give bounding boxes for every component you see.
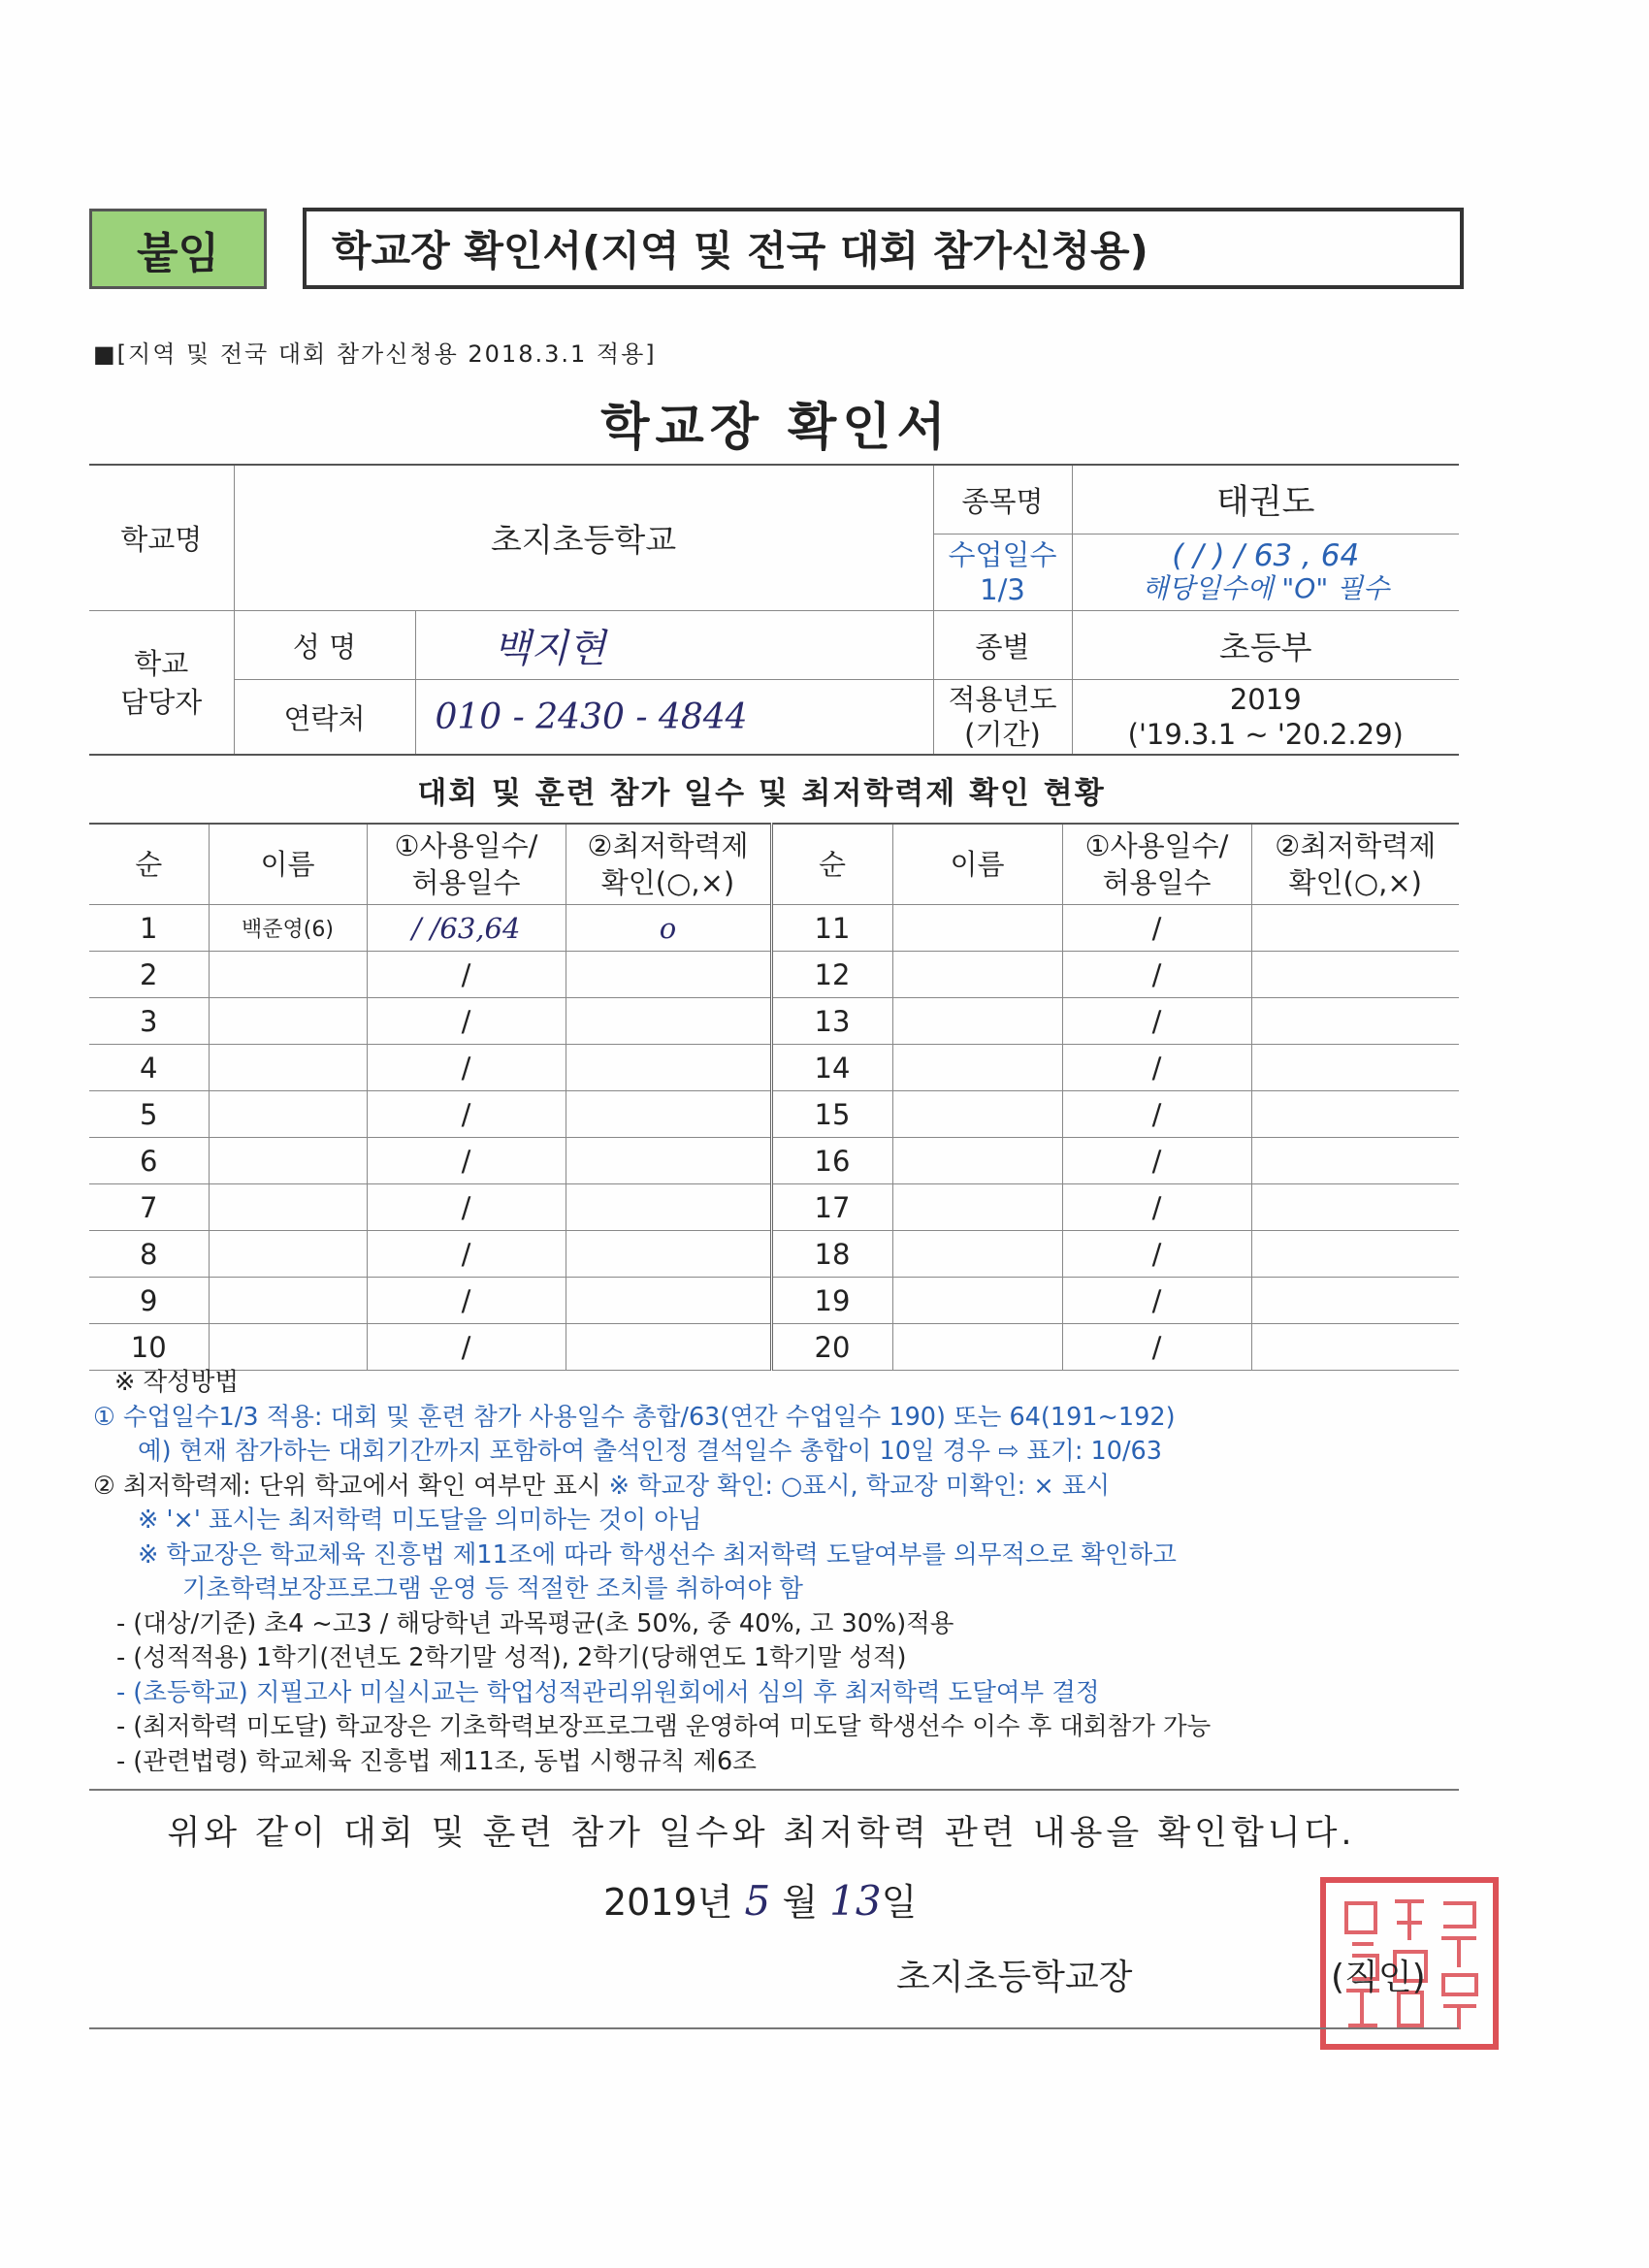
year-label-line1: 적용년도: [948, 683, 1057, 716]
table-row: [89, 998, 1459, 1045]
year-value: [1072, 680, 1459, 756]
divider-bottom: [89, 2027, 1459, 2029]
confirmation-text: 위와 같이 대회 및 훈련 참가 일수와 최저학력 관련 내용을 확인합니다.: [167, 1814, 1356, 1853]
year-value-text: 2019: [1229, 683, 1302, 716]
row-name: [209, 1324, 367, 1371]
info-table: [89, 464, 1459, 756]
row-check: o: [566, 905, 771, 952]
header-days: [1062, 824, 1251, 905]
header-check-line2: 확인(○,×): [1288, 866, 1422, 899]
contact-label: 연락처: [234, 680, 415, 756]
row-days: /: [1062, 1278, 1251, 1324]
row-name: [209, 1278, 367, 1324]
contact-value-handwritten: 010 - 2430 - 4844: [415, 680, 933, 756]
note-2: [93, 1470, 1471, 1505]
header-check-line1: ②최저학력제: [1275, 829, 1437, 862]
header-name: 이름: [209, 824, 367, 905]
note-7: - (초등학교) 지필고사 미실시교는 학업성적관리위원회에서 심의 후 최저학력 도달여부 결정: [116, 1677, 1100, 1707]
header-check: [566, 824, 771, 905]
days-label-line2: 1/3: [980, 573, 1025, 606]
table-row: [89, 1091, 1459, 1138]
row-no: 9: [89, 1278, 209, 1324]
row-check: [1251, 1324, 1459, 1371]
row-days: /: [367, 1091, 566, 1138]
row-name: [892, 1184, 1062, 1231]
row-days: /: [1062, 1184, 1251, 1231]
row-check: [566, 1138, 771, 1184]
row-name: [209, 1231, 367, 1278]
row-no: 10: [89, 1324, 209, 1371]
table-row: [89, 905, 1459, 952]
row-no: 2: [89, 952, 209, 998]
table-header-row: [89, 824, 1459, 905]
row-name: [892, 952, 1062, 998]
row-no: 4: [89, 1045, 209, 1091]
manager-label-line2: 담당자: [120, 685, 203, 719]
row-check: [566, 1278, 771, 1324]
principal-name: 초지초등학교장: [896, 1958, 1133, 1997]
header-title-box: 학교장 확인서(지역 및 전국 대회 참가신청용): [303, 208, 1464, 289]
row-check: [1251, 998, 1459, 1045]
header-days-line2: 허용일수: [411, 866, 521, 899]
row-days: /: [367, 1138, 566, 1184]
row-no: 13: [771, 998, 892, 1045]
row-no: 5: [89, 1091, 209, 1138]
row-check: [1251, 1184, 1459, 1231]
note-6: - (성적적용) 1학기(전년도 2학기말 성적), 2학기(당해연도 1학기말 성적): [116, 1643, 907, 1672]
table-row: [89, 1138, 1459, 1184]
row-check: [1251, 1138, 1459, 1184]
note-9: - (관련법령) 학교체육 진흥법 제11조, 동법 시행규칙 제6조: [116, 1746, 757, 1776]
note-1b: 예) 현재 참가하는 대회기간까지 포함하여 출석인정 결석일수 총합이 10일 경우 ⇨ 표기: 10/63: [138, 1437, 1162, 1466]
row-days: /: [1062, 1324, 1251, 1371]
row-check: [1251, 1045, 1459, 1091]
table-row: [89, 952, 1459, 998]
attachment-badge: 붙임: [89, 209, 267, 289]
header-days-line1: ①사용일수/: [394, 829, 538, 862]
school-value: 초지초등학교: [234, 465, 933, 611]
row-name: [892, 1278, 1062, 1324]
year-label-line2: (기간): [964, 718, 1041, 751]
date-line: [603, 1872, 917, 1926]
notes-heading: ※ 작성방법: [114, 1368, 240, 1397]
name-value-handwritten: 백지현: [415, 611, 933, 680]
days-value: [1072, 535, 1459, 611]
header-days-line1: ①사용일수/: [1084, 829, 1229, 862]
row-check: [566, 1184, 771, 1231]
note-8: - (최저학력 미도달) 학교장은 기초학력보장프로그램 운영하여 미도달 학생선수 이수 후 대회참가 가능: [116, 1712, 1212, 1741]
row-no: 8: [89, 1231, 209, 1278]
row-no: 17: [771, 1184, 892, 1231]
row-no: 1: [89, 905, 209, 952]
header-no: 순: [89, 824, 209, 905]
table-row: [89, 1184, 1459, 1231]
table-row: [89, 1278, 1459, 1324]
row-check: [1251, 952, 1459, 998]
header-check: [1251, 824, 1459, 905]
row-check: [566, 1045, 771, 1091]
date-month-handwritten: 5: [744, 1877, 771, 1925]
row-days: /: [367, 1278, 566, 1324]
row-no: 16: [771, 1138, 892, 1184]
name-label: 성 명: [234, 611, 415, 680]
table-row: [89, 1231, 1459, 1278]
event-value: 태권도: [1072, 465, 1459, 535]
row-name: [209, 1091, 367, 1138]
table-row: [89, 1045, 1459, 1091]
row-no: 15: [771, 1091, 892, 1138]
document-title: 학교장 확인서: [600, 399, 952, 457]
row-no: 7: [89, 1184, 209, 1231]
note-5: - (대상/기준) 초4 ~고3 / 해당학년 과목평균(초 50%, 중 40%, 고 30%)적용: [116, 1608, 954, 1638]
category-label: 종별: [933, 611, 1072, 680]
applied-note: ■[지역 및 전국 대회 참가신청용 2018.3.1 적용]: [93, 340, 657, 368]
row-days: /: [1062, 952, 1251, 998]
row-days: /: [367, 1324, 566, 1371]
row-days: /: [1062, 1045, 1251, 1091]
row-no: 6: [89, 1138, 209, 1184]
row-days: /: [367, 1045, 566, 1091]
row-name: [892, 1138, 1062, 1184]
row-name: [892, 1091, 1062, 1138]
date-month-unit: 월: [782, 1881, 819, 1924]
row-days: /: [1062, 1091, 1251, 1138]
days-note: 해당일수에 "O" 필수: [1142, 572, 1390, 604]
days-label: [933, 535, 1072, 611]
event-label: 종목명: [933, 465, 1072, 535]
row-days: /: [367, 998, 566, 1045]
row-no: 18: [771, 1231, 892, 1278]
row-check: [1251, 1278, 1459, 1324]
row-name: [209, 952, 367, 998]
manager-label: [89, 611, 234, 756]
row-name: [892, 1231, 1062, 1278]
row-check: [1251, 905, 1459, 952]
row-no: 3: [89, 998, 209, 1045]
note-3: ※ '×' 표시는 최저학력 미도달을 의미하는 것이 아님: [138, 1506, 702, 1535]
row-name: [209, 1184, 367, 1231]
row-no: 20: [771, 1324, 892, 1371]
days-label-line1: 수업일수: [948, 538, 1057, 571]
row-name: [892, 998, 1062, 1045]
school-label: 학교명: [89, 465, 234, 611]
row-no: 11: [771, 905, 892, 952]
row-no: 14: [771, 1045, 892, 1091]
row-check: [566, 1231, 771, 1278]
row-check: [566, 952, 771, 998]
year-period: ('19.3.1 ~ '20.2.29): [1127, 718, 1404, 751]
header-no: 순: [771, 824, 892, 905]
row-name: [209, 1138, 367, 1184]
header-days-line2: 허용일수: [1102, 866, 1212, 899]
note-2-text: ② 최저학력제: 단위 학교에서 확인 여부만 표시: [93, 1471, 609, 1501]
note-4b: 기초학력보장프로그램 운영 등 적절한 조치를 취하여야 함: [182, 1574, 803, 1604]
row-name: [892, 1324, 1062, 1371]
year-label: [933, 680, 1072, 756]
manager-label-line1: 학교: [134, 646, 189, 680]
divider-top: [89, 1789, 1459, 1791]
row-days: /: [1062, 998, 1251, 1045]
row-name: [892, 1045, 1062, 1091]
note-1a: ① 수업일수1/3 적용: 대회 및 훈련 참가 사용일수 총합/63(연간 수업일수 190) 또는 64(191~192): [93, 1402, 1176, 1432]
row-name: [209, 998, 367, 1045]
row-days: /: [367, 1231, 566, 1278]
row-check: [1251, 1231, 1459, 1278]
row-name: [209, 1045, 367, 1091]
row-check: [566, 1324, 771, 1371]
seal-label: (직인): [1331, 1958, 1426, 1997]
row-no: 19: [771, 1278, 892, 1324]
row-days: /: [1062, 905, 1251, 952]
category-value: 초등부: [1072, 611, 1459, 680]
participation-table: [89, 823, 1459, 1371]
row-no: 12: [771, 952, 892, 998]
row-days: /: [1062, 1138, 1251, 1184]
note-2-highlight: ※ 학교장 확인: ○표시, 학교장 미확인: × 표시: [608, 1471, 1111, 1501]
row-name: 백준영(6): [209, 905, 367, 952]
row-check: [1251, 1091, 1459, 1138]
section-title: 대회 및 훈련 참가 일수 및 최저학력제 확인 현황: [417, 776, 1106, 811]
row-days: /: [367, 1184, 566, 1231]
header-name: 이름: [892, 824, 1062, 905]
row-check: [566, 998, 771, 1045]
date-year: 2019년: [603, 1881, 733, 1924]
row-days: / /63,64: [367, 905, 566, 952]
row-days: /: [1062, 1231, 1251, 1278]
note-4a: ※ 학교장은 학교체육 진흥법 제11조에 따라 학생선수 최저학력 도달여부를 의무적으로 확인하고: [138, 1539, 1177, 1570]
date-day-unit: 일: [881, 1881, 918, 1924]
days-value-text: ( / ) / 63 , 64: [1172, 538, 1360, 573]
row-check: [566, 1091, 771, 1138]
header-days: [367, 824, 566, 905]
date-day-handwritten: 13: [829, 1877, 882, 1925]
header-check-line1: ②최저학력제: [587, 829, 749, 862]
instructions: [93, 1366, 1471, 1779]
header-check-line2: 확인(○,×): [600, 866, 735, 899]
row-days: /: [367, 952, 566, 998]
row-name: [892, 905, 1062, 952]
table-row: [89, 1324, 1459, 1371]
